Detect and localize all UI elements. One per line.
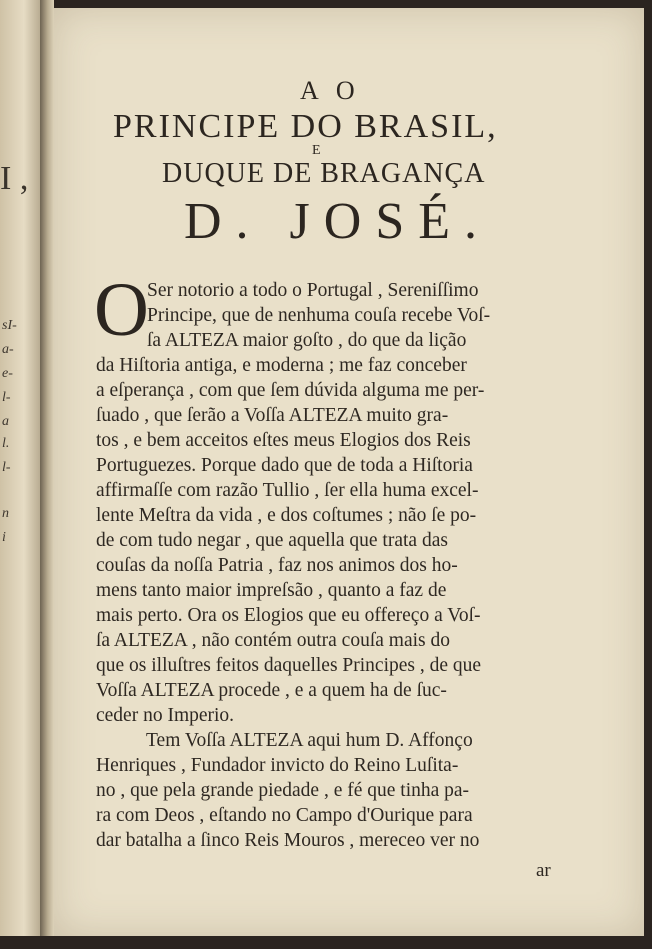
- text-line: mais perto. Ora os Elogios que eu offereço a Voſ-: [96, 605, 481, 626]
- text-line: que os illuſtres feitos daquelles Principes , de que: [96, 655, 482, 676]
- heading-line-2: PRINCIPE DO BRASIL,: [113, 108, 498, 145]
- text-line: de com tudo negar , que aquella que trata das: [96, 530, 448, 551]
- heading-line-1: A O: [300, 76, 361, 105]
- text-line: couſas da noſſa Patria , faz nos animos dos ho-: [96, 555, 458, 576]
- drop-cap: O: [94, 268, 149, 352]
- catchword: ar: [536, 860, 551, 881]
- text-line: ceder no Imperio.: [96, 705, 235, 726]
- text-line: Tem Voſſa ALTEZA aqui hum D. Affonço: [146, 730, 473, 751]
- heading-line-5: D. JOSÉ.: [184, 193, 492, 250]
- text-line: ſa ALTEZA maior goſto , do que da lição: [147, 330, 467, 351]
- text-line: ra com Deos , eſtando no Campo d'Ourique para: [96, 805, 473, 826]
- text-line: ſa ALTEZA , não contém outra couſa mais do: [96, 630, 450, 651]
- left-page-fragment: n: [2, 506, 9, 521]
- text-line: lente Meſtra da vida , e dos coſtumes ; não ſe po-: [96, 505, 477, 526]
- heading-line-4: DUQUE DE BRAGANÇA: [162, 158, 486, 189]
- left-page-fragment: a-: [2, 342, 14, 357]
- text-line: tos , e bem acceitos eſtes meus Elogios dos Reis: [96, 430, 471, 451]
- left-page-fragment: l-: [2, 460, 11, 475]
- left-page-fragment: a: [2, 414, 9, 429]
- text-line: a eſperança , com que ſem dúvida alguma me per-: [96, 380, 485, 401]
- text-line: mens tanto maior impreſsão , quanto a faz de: [96, 580, 447, 601]
- left-page-fragment: l-: [2, 390, 11, 405]
- heading-line-3: E: [312, 143, 321, 158]
- text-line: Ser notorio a todo o Portugal , Sereniſſimo: [147, 280, 479, 301]
- text-line: Voſſa ALTEZA procede , e a quem ha de ſuc-: [96, 680, 447, 701]
- text-line: no , que pela grande piedade , e fé que tinha pa-: [96, 780, 470, 801]
- page-bottom-edge: [0, 936, 652, 949]
- left-page-fragment: l.: [2, 436, 10, 451]
- text-line: Principe, que de nenhuma couſa recebe Voſ-: [147, 305, 491, 326]
- left-page-fragment: sI-: [2, 318, 17, 333]
- text-line: da Hiſtoria antiga, e moderna ; me faz conceber: [96, 355, 467, 376]
- left-page-fragment: i: [2, 530, 6, 545]
- text-line: dar batalha a ſinco Reis Mouros , mereceo ver no: [96, 830, 480, 851]
- text-line: Henriques , Fundador invicto do Reino Luſita-: [96, 755, 459, 776]
- text-line: ſuado , que ſerão a Voſſa ALTEZA muito gra-: [96, 405, 449, 426]
- left-page-edge: [0, 0, 40, 949]
- left-page-letter: I ,: [0, 160, 29, 197]
- text-line: affirmaſſe com razão Tullio , ſer ella huma excel-: [96, 480, 479, 501]
- left-page-fragment: e-: [2, 366, 13, 381]
- text-line: Portuguezes. Porque dado que de toda a Hiſtoria: [96, 455, 473, 476]
- book-gutter: [40, 0, 54, 949]
